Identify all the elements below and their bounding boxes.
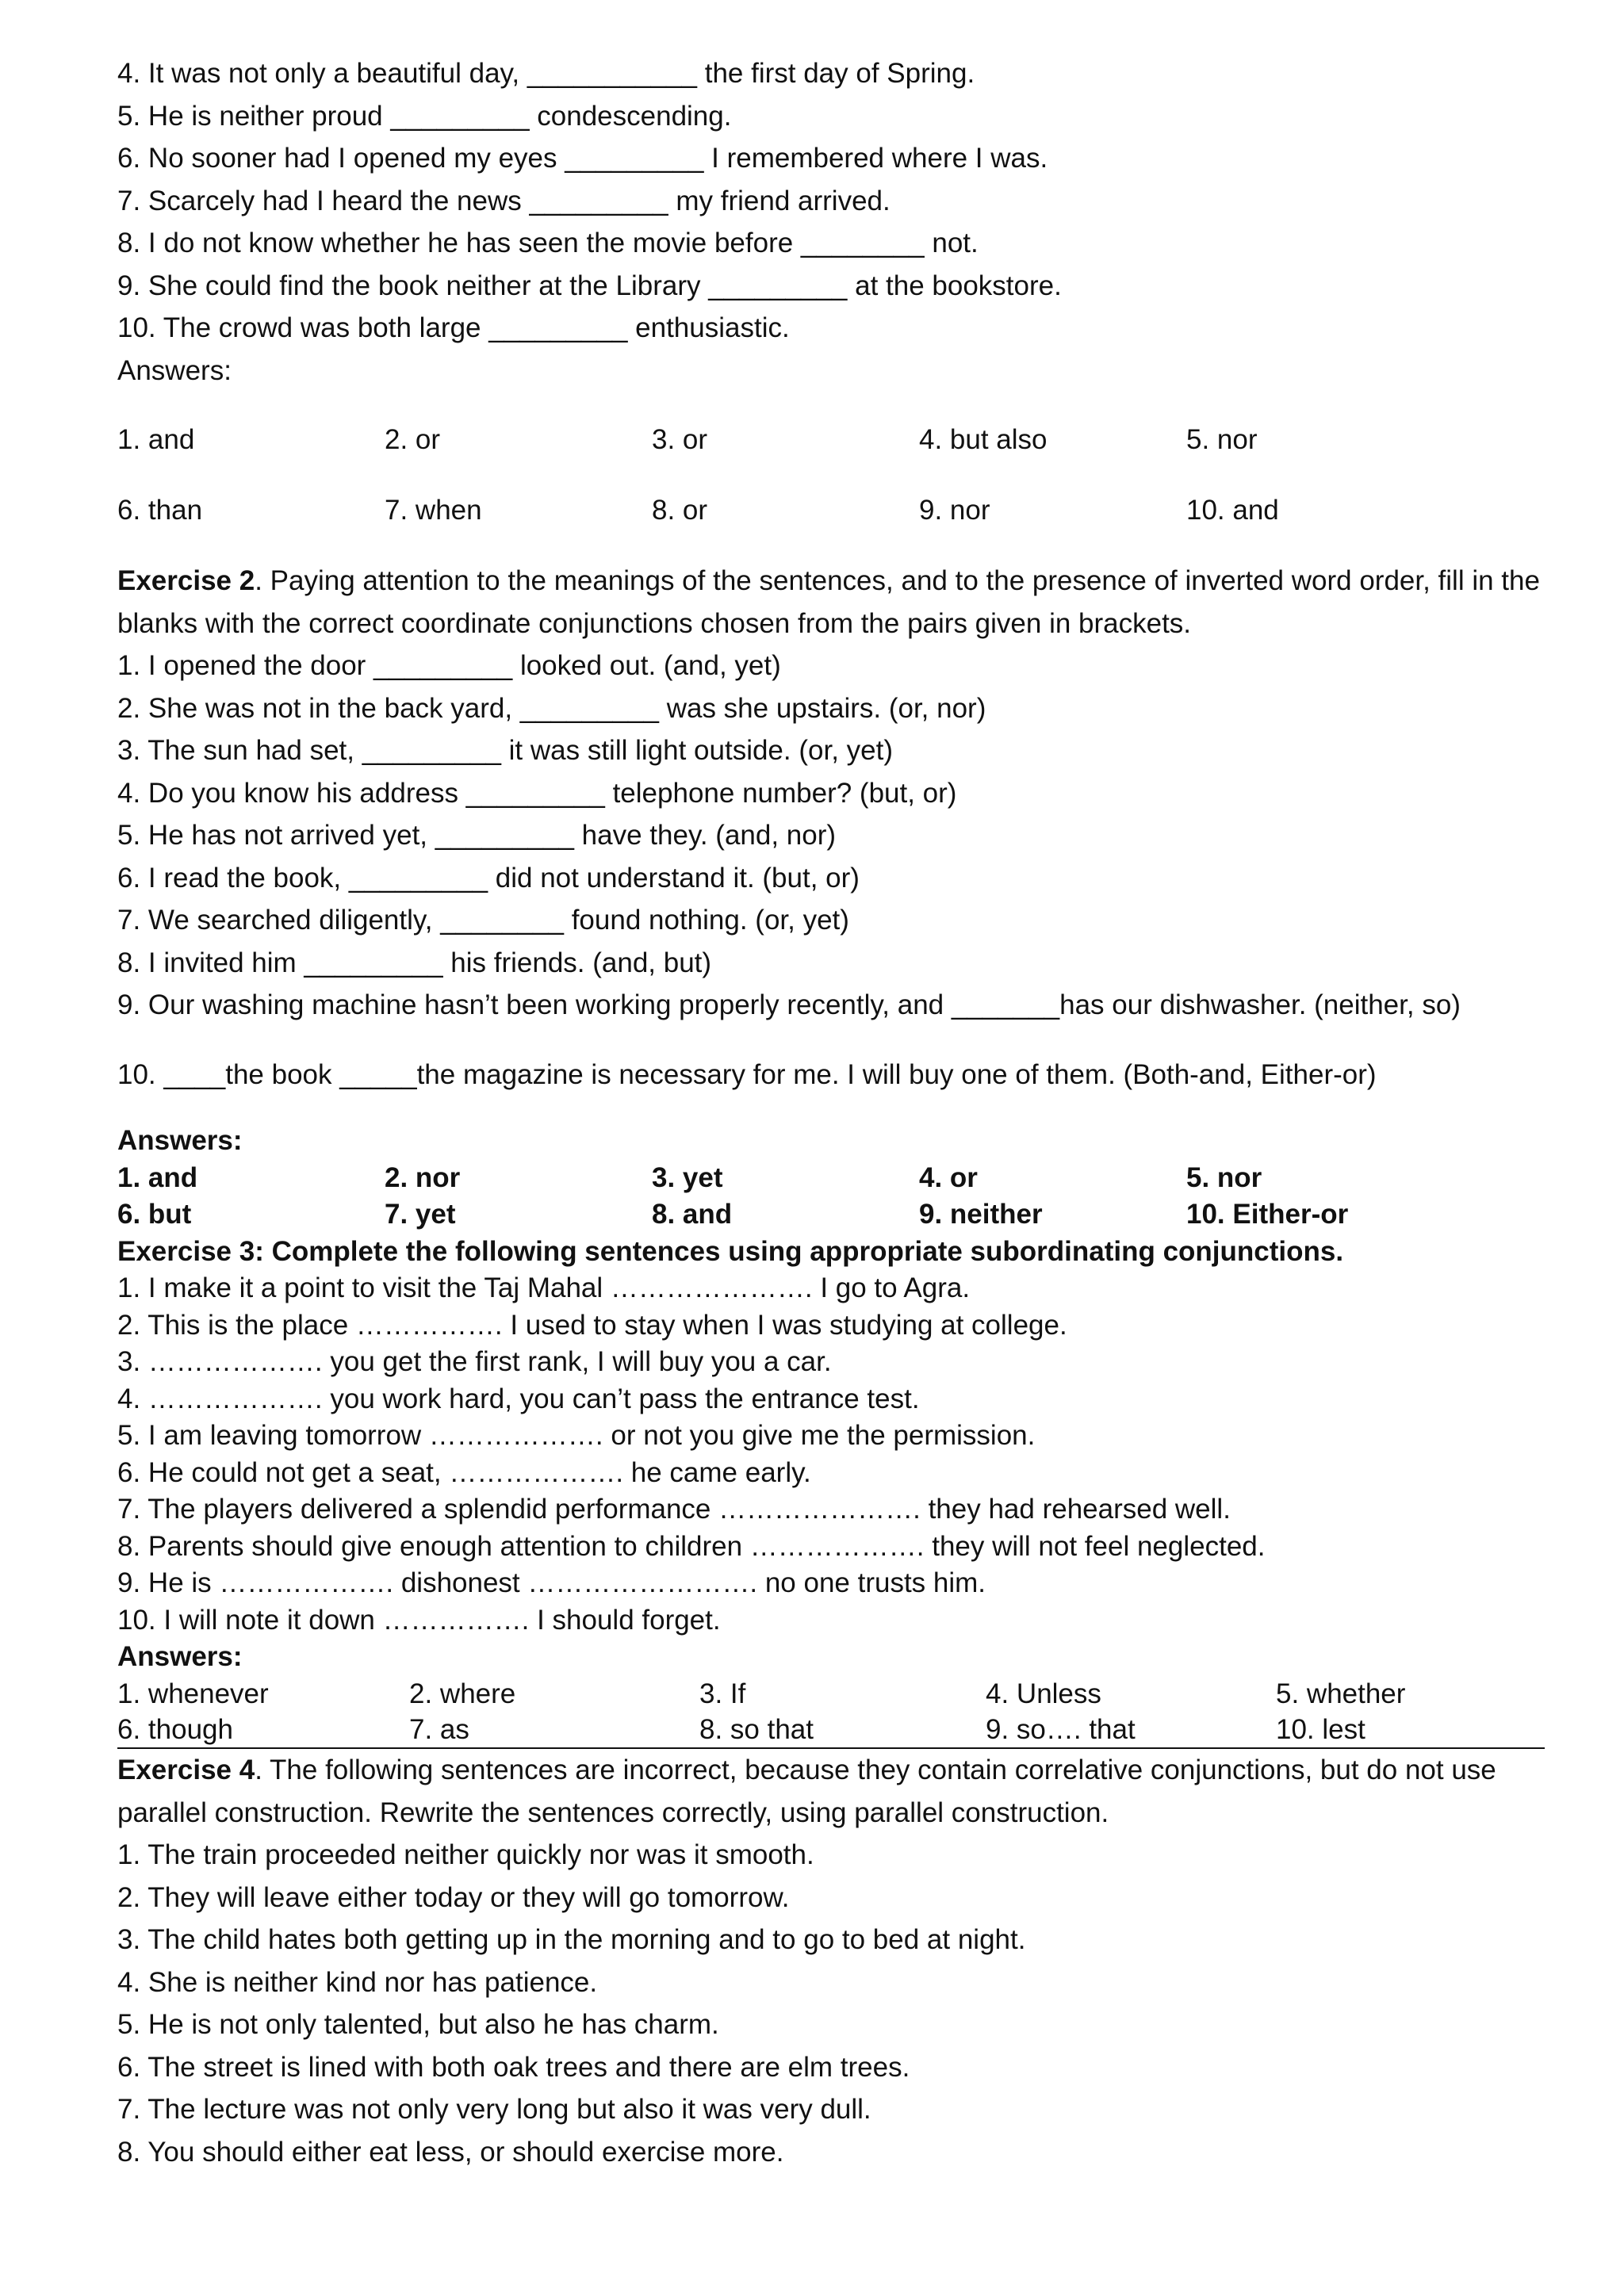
exercise-1-answers-row-1 xyxy=(117,419,1545,461)
exercise-1-answer: 2. or xyxy=(385,424,441,455)
exercise-4-item-7: 7. The lecture was not only very long but also it was very dull. xyxy=(117,2094,871,2125)
exercise-2-answers-label: Answers: xyxy=(117,1125,243,1156)
exercise-2-answer: 8. and xyxy=(652,1199,733,1230)
exercise-1-item-4: 4. It was not only a beautiful day, ___________ the first day of Spring. xyxy=(117,58,975,89)
exercise-1-item-7: 7. Scarcely had I heard the news _________ my friend arrived. xyxy=(117,185,891,216)
exercise-2-answer: 2. nor xyxy=(385,1161,461,1193)
exercise-4-item-6: 6. The street is lined with both oak trees and there are elm trees. xyxy=(117,2051,910,2083)
exercise-2-item-4: 4. Do you know his address _________ telephone number? (but, or) xyxy=(117,777,957,809)
exercise-2-answers-row-1 xyxy=(117,1160,1545,1197)
exercise-3-item-10: 10. I will note it down ……………. I should forget. xyxy=(117,1604,721,1636)
exercise-3-answer: 8. so that xyxy=(699,1714,814,1745)
exercise-1-item-8: 8. I do not know whether he has seen the movie before ________ not. xyxy=(117,228,979,258)
exercise-1-answer: 10. and xyxy=(1186,495,1279,526)
exercise-3-item-8: 8. Parents should give enough attention to children ………………. they will not feel neglected. xyxy=(117,1530,1266,1562)
exercise-3-item-1: 1. I make it a point to visit the Taj Mahal …………………. I go to Agra. xyxy=(117,1272,971,1303)
exercise-4-title: Exercise 4 xyxy=(117,1755,255,1785)
exercise-2-answer: 6. but xyxy=(117,1199,192,1230)
exercise-3-answers-row-1 xyxy=(117,1676,1545,1713)
exercise-3-answer: 2. where xyxy=(409,1678,516,1709)
exercise-2-answer: 9. neither xyxy=(919,1199,1043,1230)
exercise-2-item-1: 1. I opened the door _________ looked out. (and, yet) xyxy=(117,650,781,681)
exercise-1-item-6: 6. No sooner had I opened my eyes _________ I remembered where I was. xyxy=(117,143,1048,174)
exercise-2-answers-row-2 xyxy=(117,1196,1545,1234)
exercise-3-title: Exercise 3: Complete the following sentences using appropriate subordinating conjunctions. xyxy=(117,1235,1344,1267)
exercise-3-item-5: 5. I am leaving tomorrow ………………. or not you give me the permission. xyxy=(117,1420,1036,1451)
exercise-2-item-2: 2. She was not in the back yard, _________ was she upstairs. (or, nor) xyxy=(117,692,986,724)
exercise-3-answers-label: Answers: xyxy=(117,1641,243,1672)
exercise-4-item-5: 5. He is not only talented, but also he has charm. xyxy=(117,2009,719,2040)
exercise-3-answer: 7. as xyxy=(409,1714,469,1745)
exercise-1-answer: 5. nor xyxy=(1186,424,1258,455)
exercise-2-item-10: 10. ____the book _____the magazine is necessary for me. I will buy one of them. (Both-and, Either-or) xyxy=(117,1058,1377,1090)
exercise-3-answer: 4. Unless xyxy=(986,1678,1101,1709)
exercise-1-answer: 8. or xyxy=(652,495,708,526)
exercise-3-item-4: 4. ………………. you work hard, you can’t pass the entrance test. xyxy=(117,1383,920,1414)
exercise-4-item-1: 1. The train proceeded neither quickly nor was it smooth. xyxy=(117,1839,814,1870)
exercise-1-answer: 6. than xyxy=(117,495,203,526)
exercise-1-item-9: 9. She could find the book neither at the Library _________ at the bookstore. xyxy=(117,270,1062,301)
exercise-1-answer: 1. and xyxy=(117,424,195,455)
exercise-3-answer: 3. If xyxy=(699,1678,746,1709)
exercise-2-title: Exercise 2 xyxy=(117,565,255,596)
exercise-4-instruction xyxy=(117,1749,1545,1834)
exercise-2-item-8: 8. I invited him _________ his friends. (and, but) xyxy=(117,947,712,978)
exercise-1-item-10: 10. The crowd was both large _________ enthusiastic. xyxy=(117,312,790,343)
exercise-2-item-7: 7. We searched diligently, ________ found nothing. (or, yet) xyxy=(117,905,849,936)
exercise-4-items xyxy=(117,1834,1545,2173)
exercise-2-items xyxy=(117,645,1545,1027)
exercise-1-answer: 9. nor xyxy=(919,495,990,526)
exercise-4-item-3: 3. The child hates both getting up in the morning and to go to bed at night. xyxy=(117,1924,1026,1955)
exercise-2-answer: 7. yet xyxy=(385,1199,456,1230)
exercise-3-items xyxy=(117,1270,1545,1639)
exercise-2-instruction-text: . Paying attention to the meanings of the sentences, and to the presence of inverted word order, fill in the blanks with the correct coordinate conjunctions chosen from the pairs given in brackets. xyxy=(117,565,1540,639)
exercise-1-answer: 7. when xyxy=(385,495,482,526)
exercise-2-item-3: 3. The sun had set, _________ it was still light outside. (or, yet) xyxy=(117,735,893,766)
exercise-3-answer: 6. though xyxy=(117,1714,233,1745)
exercise-1-answer: 3. or xyxy=(652,424,708,455)
exercise-2-answer: 10. Either-or xyxy=(1186,1199,1349,1230)
exercise-1-answer: 4. but also xyxy=(919,424,1048,455)
exercise-4-item-4: 4. She is neither kind nor has patience. xyxy=(117,1966,598,1998)
exercise-1-item-5: 5. He is neither proud _________ condescending. xyxy=(117,100,732,132)
exercise-3-answers-row-2 xyxy=(117,1712,1545,1749)
worksheet-page xyxy=(117,52,1545,2173)
exercise-3-answer: 1. whenever xyxy=(117,1678,269,1709)
exercise-2-item-6: 6. I read the book, _________ did not understand it. (but, or) xyxy=(117,862,860,894)
exercise-3-answer: 10. lest xyxy=(1276,1714,1365,1745)
exercise-3-item-9: 9. He is ………………. dishonest ……………………. no one trusts him. xyxy=(117,1567,986,1598)
exercise-3-item-6: 6. He could not get a seat, ………………. he came early. xyxy=(117,1456,811,1488)
exercise-3-item-7: 7. The players delivered a splendid performance …………………. they had rehearsed well. xyxy=(117,1494,1231,1525)
exercise-2-item-9: 9. Our washing machine hasn’t been working properly recently, and _______has our dishwasher. (neither, so) xyxy=(117,989,1461,1020)
exercise-1-items xyxy=(117,52,1545,392)
exercise-1-answers-label: Answers: xyxy=(117,354,232,386)
exercise-3-answer: 9. so…. that xyxy=(986,1714,1136,1745)
exercise-2-answer: 5. nor xyxy=(1186,1161,1262,1193)
exercise-4-item-2: 2. They will leave either today or they will go tomorrow. xyxy=(117,1881,790,1913)
exercise-3-answer: 5. whether xyxy=(1276,1678,1406,1709)
exercise-2-answer: 3. yet xyxy=(652,1161,723,1193)
exercise-4-item-8: 8. You should either eat less, or should exercise more. xyxy=(117,2136,784,2168)
exercise-3-item-2: 2. This is the place ……………. I used to stay when I was studying at college. xyxy=(117,1309,1067,1341)
exercise-3-item-3: 3. ………………. you get the first rank, I will buy you a car. xyxy=(117,1346,832,1377)
exercise-2-answer: 1. and xyxy=(117,1161,198,1193)
exercise-2-item-5: 5. He has not arrived yet, _________ have they. (and, nor) xyxy=(117,820,837,851)
exercise-2-answer: 4. or xyxy=(919,1161,978,1193)
exercise-4-instruction-text: . The following sentences are incorrect, because they contain correlative conjunctions, but do not use parallel construction. Rewrite the sentences correctly, using parallel construction. xyxy=(117,1755,1496,1828)
exercise-1-answers-row-2 xyxy=(117,489,1545,531)
exercise-2-instruction xyxy=(117,560,1545,645)
